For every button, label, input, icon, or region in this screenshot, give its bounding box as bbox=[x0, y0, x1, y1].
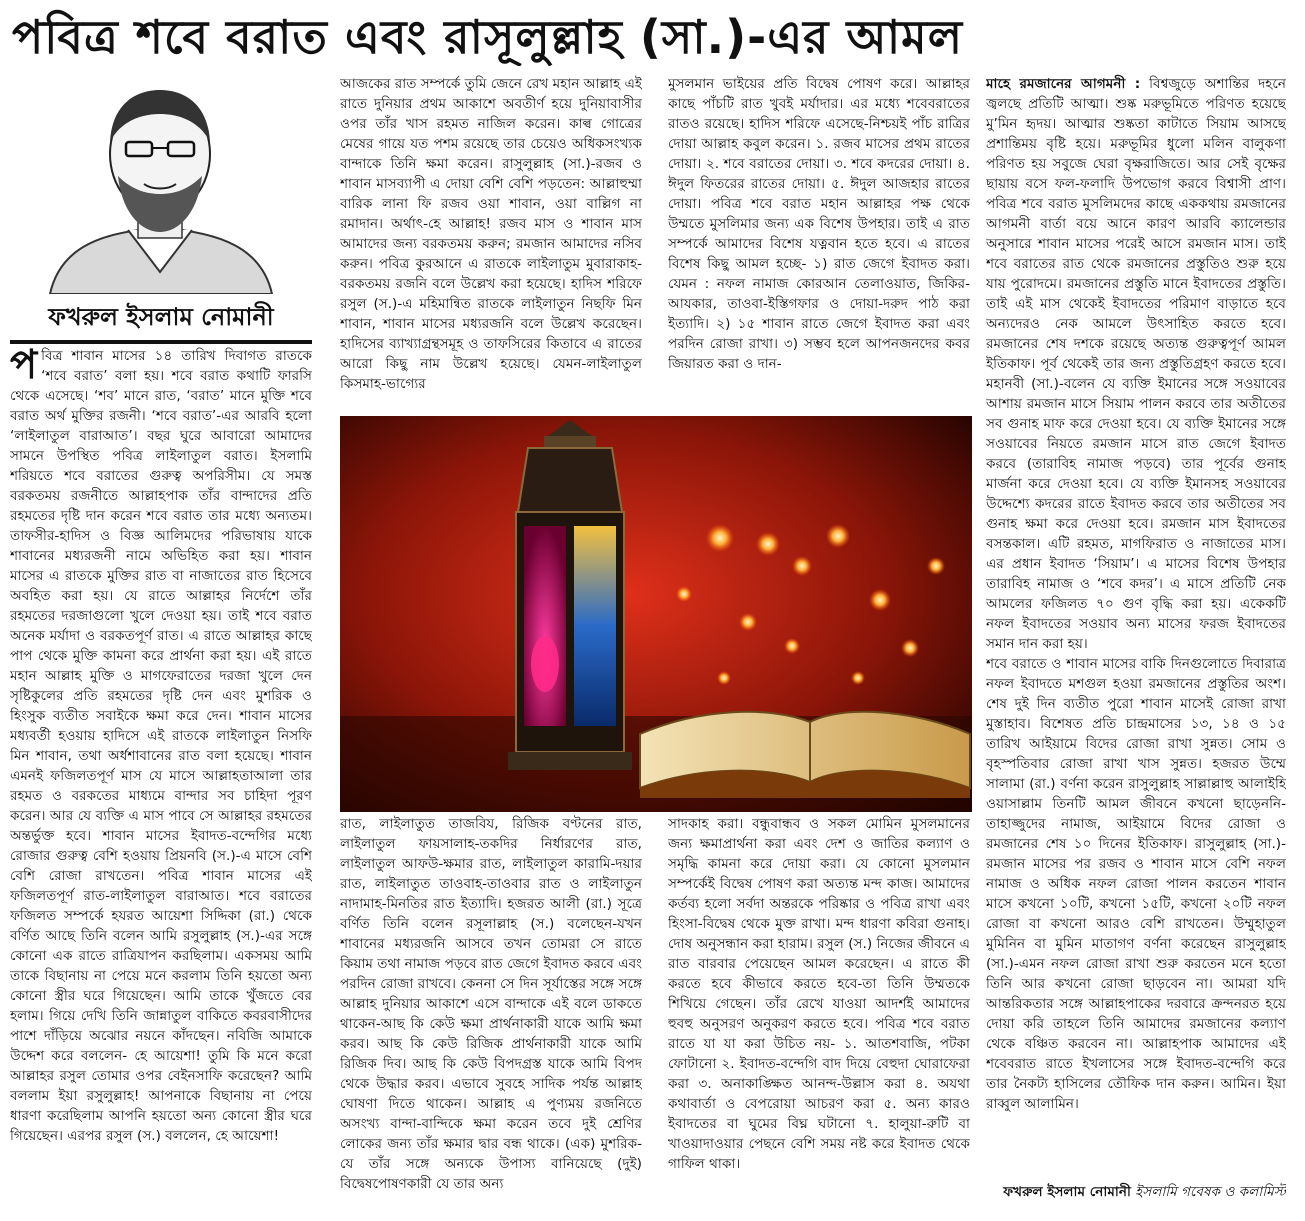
lantern-shape bbox=[508, 420, 632, 770]
column-3-top-text: মুসলমান ভাইয়ের প্রতি বিদ্বেষ পোষণ করে। আল্লাহর কাছে পাঁচটি রাত খুবই মর্যাদার। এর মধ্যে শবেবরাতের রাতও রয়েছে। হাদিস শরিফে এসেছে-নিশ্চয়ই পাঁচ রাত্রির দোয়া আল্লাহ কবুল করেন। ১. রজব মাসের প্রথম রাতের দোয়া। ২. শবে বরাতের দোয়া। ৩. শবে কদরের দোয়া। ৪. ঈদুল ফিতরের রাতের দোয়া। ৫. ঈদুল আজহার রাতের দোয়া। পবিত্র শবে বরাত মহান আল্লাহর পক্ষ থেকে উম্মতে মুসলিমার জন্য এক বিশেষ উপহার। তাই এ রাত সম্পর্কে আমাদের বিশেষ যত্নবান হতে হবে। এ রাতের বিশেষ কিছু আমল হচ্ছে- ১) রাত জেগে ইবাদত করা। যেমন : নফল নামাজ কোরআন তেলাওয়াত, জিকির-আযকার, তাওবা-ইস্তিগফার ও দোয়া-দরুদ পাঠ করা ইত্যাদি। ২) ১৫ শাবান রাতে জেগে ইবাদত করা এবং পরদিন রোজা রাখা। ৩) সম্ভব হলে আপনজনদের কবর জিয়ারত করা ও দান- bbox=[668, 76, 970, 372]
column-1 bbox=[10, 346, 312, 1206]
column-2-bottom-text: রাত, লাইলাতুত তাজবিয, রিজিক বণ্টনের রাত, লাইলাতুল ফায়সালাহ-তকদির নির্ধারণের রাত, লাইলাতুল আফউ-ক্ষমার রাত, লাইলাতুল কারামি-দয়ার রাত, লাইলাতুত তাওবাহ-তাওবার রাত ও লাইলাতুন নাদামাহ-মিনতির রাত ইত্যাদি। হজরত আলী (রা.) সূত্রে বর্ণিত তিনি বলেন রসূলাল্লাহ (স.) বলেছেন-যখন শাবানের মধ্যরজনি আসবে তখন তোমরা সে রাতে কিয়াম তথা নামাজ পড়বে রাত জেগে ইবাদত করবে এবং পরদিন রোজা রাখবে। কেননা সে দিন সূর্যাস্তের সঙ্গে সঙ্গে আল্লাহ দুনিয়ার আকাশে এসে বান্দাকে এই বলে ডাকতে থাকেন-আছ কি কেউ ক্ষমা প্রার্থনাকারী যাকে আমি ক্ষমা করব। আছ কি কেউ রিজিক প্রার্থনাকারী যাকে আমি রিজিক দিব। আছ কি কেউ বিপদগ্রস্ত যাকে আমি বিপদ থেকে উদ্ধার করব। এভাবে সুবহে সাদিক পর্যন্ত আল্লাহ ঘোষণা দিতে থাকেন। আল্লাহ এ পুণ্যময় রজনিতে অসংখ্য বান্দা-বান্দিকে ক্ষমা করেন তবে দুই শ্রেণির লোকের জন্য তাঁর ক্ষমার দ্বার বন্ধ থাকে। (এক) মুশরিক-যে তাঁর সঙ্গে অন্যকে উপাস্য বানিয়েছে (দুই) বিদ্বেষপোষণকারী যে তার অন্য bbox=[340, 816, 642, 1192]
column-2-bottom bbox=[340, 814, 642, 1206]
column-3-top bbox=[668, 74, 970, 414]
author-byline: ফখরুল ইসলাম নোমানী bbox=[10, 294, 312, 344]
column-4-paragraph-1 bbox=[986, 74, 1286, 654]
column-2-top bbox=[340, 74, 642, 414]
column-4 bbox=[986, 74, 1286, 1174]
author-credit-name: ফখরুল ইসলাম নোমানী bbox=[1003, 1184, 1131, 1200]
column-1-text: বিত্র শাবান মাসের ১৪ তারিখ দিবাগত রাতকে ‘শবে বরাত’ বলা হয়। শবে বরাত কথাটি ফারসি থেকে এসেছে। ‘শব’ মানে রাত, ‘বরাত’ মানে মুক্তি শবে বরাত অর্থ মুক্তির রজনী। ‘শবে বরাত’-এর আরবি হলো ‘লাইলাতুল বারাআত’। বছর ঘুরে আবারো আমাদের সামনে উপস্থিত পবিত্র লাইলাতুল বরাত। ইসলামি শরিয়তে শবে বরাতের গুরুত্ব অপরিসীম। যে সমস্ত বরকতময় রজনীতে আল্লাহপাক তাঁর বান্দাদের প্রতি রহমতের দৃষ্টি দান করেন শবে বরাত তার মধ্যে অন্যতম। তাফসীর-হাদিস ও বিজ্ঞ আলিমদের পরিভাষায় যাকে শাবানের মধ্যরজনী নামে অভিহিত করা হয়। শাবান মাসের এ রাতকে মুক্তির রাত বা নাজাতের রাত হিসেবে অবহিত করা হয়। যে রাতে আল্লাহর নির্দেশে তাঁর রহমতের দরজাগুলো খুলে দেওয়া হয়। তাই শবে বরাত অনেক মর্যাদা ও বরকতপূর্ণ রাত। এ রাতে আল্লাহর কাছে পাপ থেকে মুক্তি কামনা করে প্রার্থনা করা হয়। এই রাতে মহান আল্লাহ মুক্তি ও মাগফেরাতের দরজা খুলে দেন সৃষ্টিকুলের প্রতি রহমতের দৃষ্টি দেন এবং মুশরিক ও হিংসুক ব্যতীত সবাইকে ক্ষমা করে দেন। শাবান মাসের মধ্যবর্তী হওয়ায় হাদিসে এই রাতকে লাইলাতুন নিসফি মিন শাবান, তথা অর্ধশাবানের রাত বলা হয়েছে। শাবান এমনই ফজিলতপূর্ণ মাস যে মাসে আল্লাহতাআলা তার রহমত ও বরকতের মাধ্যমে বান্দার সব চাহিদা পূরণ করেন। আর যে ব্যক্তি এ মাস পাবে সে আল্লাহর রহমতের অন্তর্ভুক্ত হবে। শাবান মাসের ইবাদত-বন্দেগির মধ্যে রোজার গুরুত্ব বেশি হওয়ায় প্রিয়নবি (স.)-এ মাসে বেশি বেশি রোজা রাখতেন। পবিত্র শাবান মাসের এই ফজিলতপূর্ণ রাত-লাইলাতুল বারাআত। শবে বরাতের ফজিলত সম্পর্কে হযরত আয়েশা সিদ্দিকা (রা.) থেকে বর্ণিত আছে তিনি বলেন আমি রসুলুল্লাহ (স.)-এর সঙ্গে কোনো এক রাতে রাত্রিযাপন করছিলাম। একসময় আমি তাকে বিছানায় না পেয়ে মনে করলাম তিনি হয়তো অন্য কোনো স্ত্রীর ঘরে গিয়েছেন। আমি তাকে খুঁজতে বের হলাম। গিয়ে দেখি তিনি জান্নাতুল বাকিতে কবরবাসীদের পাশে দাঁড়িয়ে অঝোর নয়নে কাঁদছেন। নবিজি আমাকে উদ্দেশ করে বললেন- হে আয়েশা! তুমি কি মনে করো আল্লাহর রসুল তোমার ওপর বেইনসাফি করেছেন? আমি বললাম ইয়া রসুলুল্লাহ! আপনাকে বিছানায় না পেয়ে ধারণা করেছিলাম আপনি হয়তো অন্য কোনো স্ত্রীর ঘরে গিয়েছেন। এরপর রসুল (স.) বললেন, হে আয়েশা! bbox=[10, 348, 312, 1144]
drop-cap: প bbox=[10, 346, 38, 388]
lantern-quran-photo bbox=[340, 416, 972, 812]
author-portrait-sketch bbox=[10, 72, 312, 294]
column-4-lead: মাহে রমজানের আগমনী : bbox=[986, 76, 1141, 92]
column-3-bottom bbox=[668, 814, 970, 1206]
author-credit bbox=[986, 1180, 1286, 1204]
column-2-top-text: আজকের রাত সম্পর্কে তুমি জেনে রেখ মহান আল্লাহ এই রাতে দুনিয়ার প্রথম আকাশে অবতীর্ণ হয়ে দুনিয়াবাসীর ওপর তাঁর খাস রহমত নাজিল করেন। কাল্ব গোত্রের মেষের গায়ে যত পশম রয়েছে তার চেয়েও অধিকসংখ্যক বান্দাকে তিনি ক্ষমা করেন। রাসুলুল্লাহ (সা.)-রজব ও শাবান মাসব্যাপী এ দোয়া বেশি বেশি পড়তেন: আল্লাহুম্মা বারিক লানা ফি রজব ওয়া শাবান, ওয়া বাল্লিগ না রমাদান। অর্থাৎ-হে আল্লাহ! রজব মাস ও শাবান মাস আমাদের জন্য বরকতময় করুন; রমজান আমাদের নসিব করুন। পবিত্র কুরআনে এ রাতকে লাইলাতুম মুবারাকাহ-বরকতময় রজনি বলে উল্লেখ করা হয়েছে। হাদিস শরিফে রসুল (স.)-এ মহিমান্বিত রাতকে লাইলাতুন নিছফি মিন শাবান, শাবান মাসের মধ্যরজনি বলে উল্লেখ করেছেন। হাদিসের ব্যাখ্যাগ্রন্থসমূহ ও তাফসিরের কিতাবে এ রাতের আরো কিছু নাম উল্লেখ হয়েছে। যেমন-লাইলাতুল কিসমাহ-ভাগ্যের bbox=[340, 76, 642, 392]
author-credit-role: ইসলামি গবেষক ও কলামিস্ট bbox=[1135, 1184, 1286, 1200]
column-3-bottom-text: সাদকাহ করা। বন্ধুবান্ধব ও সকল মোমিন মুসলমানের জন্য ক্ষমাপ্রার্থনা করা এবং দেশ ও জাতির কল্যাণ ও সমৃদ্ধি কামনা করে দোয়া করা। যে কোনো মুসলমান সম্পর্কেই বিদ্বেষ পোষণ করা অত্যন্ত মন্দ কাজ। আমাদের কর্তব্য হলো সর্বদা অন্তরকে পরিষ্কার ও পবিত্র রাখা এবং হিংসা-বিদ্বেষ থেকে মুক্ত রাখা। মন্দ ধারণা কবিরা গুনাহ। দোষ অনুসন্ধান করা হারাম। রসুল (স.) নিজের জীবনে এ রাত বারবার পেয়েছেন আমল করেছেন। এ রাতে কী করতে হবে কীভাবে করতে হবে-তা তিনি উম্মতকে শিখিয়ে গেছেন। তাঁর রেখে যাওয়া আদর্শই আমাদের হুবহু অনুসরণ অনুকরণ করতে হবে। পবিত্র শবে বরাত রাতে যা যা করা উচিত নয়- ১. আতশবাজি, পটকা ফোটানো ২. ইবাদত-বন্দেগি বাদ দিয়ে বেহুদা ঘোরাফেরা করা ৩. অনাকাঙ্ক্ষিত আনন্দ-উল্লাস করা ৪. অযথা কথাবার্তা ও বেপরোয়া আচরণ করা ৫. অন্য কারও ইবাদতের বা ঘুমের বিঘ্ন ঘটানো ৭. হালুয়া-রুটি বা খাওয়াদাওয়ার পেছনে বেশি সময় নষ্ট করে ইবাদত থেকে গাফিল থাকা। bbox=[668, 816, 970, 1172]
column-4-paragraph-2: শবে বরাতে ও শাবান মাসের বাকি দিনগুলোতে দিবারাত্র নফল ইবাদতে মশগুল হওয়া রমজানের প্রস্তুতির অংশ। শেষ দুই দিন ব্যতীত পুরো শাবান মাসেই রোজা রাখা মুস্তাহাব। বিশেষত প্রতি চান্দ্রমাসের ১৩, ১৪ ও ১৫ তারিখ আইয়ামে বিদের রোজা রাখা সুন্নত। সোম ও বৃহস্পতিবার রোজা রাখা খাস সুন্নত। হজরত উম্মে সালামা (রা.) বর্ণনা করেন রাসুলুল্লাহ সাল্লাল্লাহু আলাইহি ওয়াসাল্লাম তিনটি আমল জীবনে কখনো ছাড়েননি-তাহাজ্জুদের নামাজ, আইয়ামে বিদের রোজা ও রমজানের শেষ ১০ দিনের ইতিকাফ। রাসুলুল্লাহ (সা.)-রমজান মাসের পর রজব ও শাবান মাসে বেশি নফল নামাজ ও অধিক নফল রোজা পালন করতেন শাবান মাসে কখনো ১০টি, কখনো ১৫টি, কখনো ২০টি নফল রোজা বা কখনো আরও বেশি রাখতেন। উম্মুহাতুল মুমিনিন বা মুমিন মাতাগণ বর্ণনা করেছেন রাসুলুল্লাহ (সা.)-এমন নফল রোজা রাখা শুরু করতেন মনে হতো তিনি আর কখনো রোজা ছাড়বেন না। আমরা যদি আন্তরিকতার সঙ্গে আল্লাহপাকের দরবারে ক্রন্দনরত হয়ে দোয়া করি তাহলে তিনি আমাদের রমজানের কল্যাণ থেকে বঞ্চিত করবেন না। আল্লাহপাক আমাদের এই শবেবরাত রাতে ইখলাসের সঙ্গে ইবাদত-বন্দেগি করে তার নৈকট্য হাসিলের তৌফিক দান করুন। আমিন। ইয়া রাব্বুল আলামিন। bbox=[986, 656, 1286, 1112]
headline: পবিত্র শবে বরাত এবং রাসূলুল্লাহ (সা.)-এর আমল bbox=[12, 10, 963, 64]
column-4-text: বিশ্বজুড়ে অশান্তির দহনে জ্বলছে প্রতিটি আত্মা। শুষ্ক মরুভূমিতে পরিণত হয়েছে মু’মিন হৃদয়। আত্মার শুষ্কতা কাটাতে সিয়াম আসছে প্রশান্তিময় বৃষ্টি হয়ে। মরুভূমির ধুলো মলিন বালুকণা পরিণত হয় সবুজে ঘেরা বৃক্ষরাজিতে। আর সেই বৃক্ষের ছায়ায় বসে ফল-ফলাদি উপভোগ করবে বিশ্বাসী প্রাণ। পবিত্র শবে বরাত মুসলিমদের কাছে এককথায় রমজানের আগমনী বার্তা বয়ে আনে কারণ আরবি ক্যালেন্ডার অনুসারে শাবান মাসের পরেই আসে রমজান মাস। তাই শবে বরাতের রাত থেকে রমজানের প্রস্তুতিও শুরু হয়ে যায় পুরোদমে। রমজানের প্রস্তুতি মানে ইবাদতের প্রস্তুতি। তাই এই মাস থেকেই ইবাদতের পরিমাণ বাড়াতে হবে অন্যদেরও নেক আমলে উৎসাহিত করতে হবে। রমজানের শেষ দশকে রয়েছে অত্যন্ত গুরুত্বপূর্ণ আমল ইতিকাফ। পূর্ব থেকেই তার জন্য প্রস্তুতিগ্রহণ করতে হবে। মহানবী (সা.)-বলেন যে ব্যক্তি ইমানের সঙ্গে সওয়াবের আশায় রমজান মাসে সিয়াম পালন করবে তার অতীতের সব গুনাহ মাফ করে দেওয়া হবে। যে ব্যক্তি ইমানের সঙ্গে সওয়াবের নিয়তে রমজান মাসে রাত জেগে ইবাদত করবে (তারাবিহ নামাজ পড়বে) তার পূর্বের গুনাহ মার্জনা করে দেওয়া হবে। যে ব্যক্তি ইমানসহ সওয়াবের উদ্দেশ্যে কদরের রাতে ইবাদত করবে তার অতীতের সব গুনাহ ক্ষমা করে দেওয়া হবে। রমজান মাস ইবাদতের বসন্তকাল। এটি রহমত, মাগফিরাত ও নাজাতের মাস। এর প্রধান ইবাদত ‘সিয়াম’। এ মাসের বিশেষ উপহার তারাবিহ নামাজ ও ‘শবে কদর’। এ মাসে প্রতিটি নেক আমলের ফজিলত ৭০ গুণ বৃদ্ধি করা হয়। একেকটি নফল ইবাদতের সওয়াব অন্য মাসের ফরজ ইবাদতের সমান দান করা হয়। bbox=[986, 76, 1286, 652]
quran-book-shape bbox=[640, 712, 970, 798]
lantern-quran-image bbox=[340, 416, 972, 812]
author-portrait bbox=[10, 72, 312, 294]
